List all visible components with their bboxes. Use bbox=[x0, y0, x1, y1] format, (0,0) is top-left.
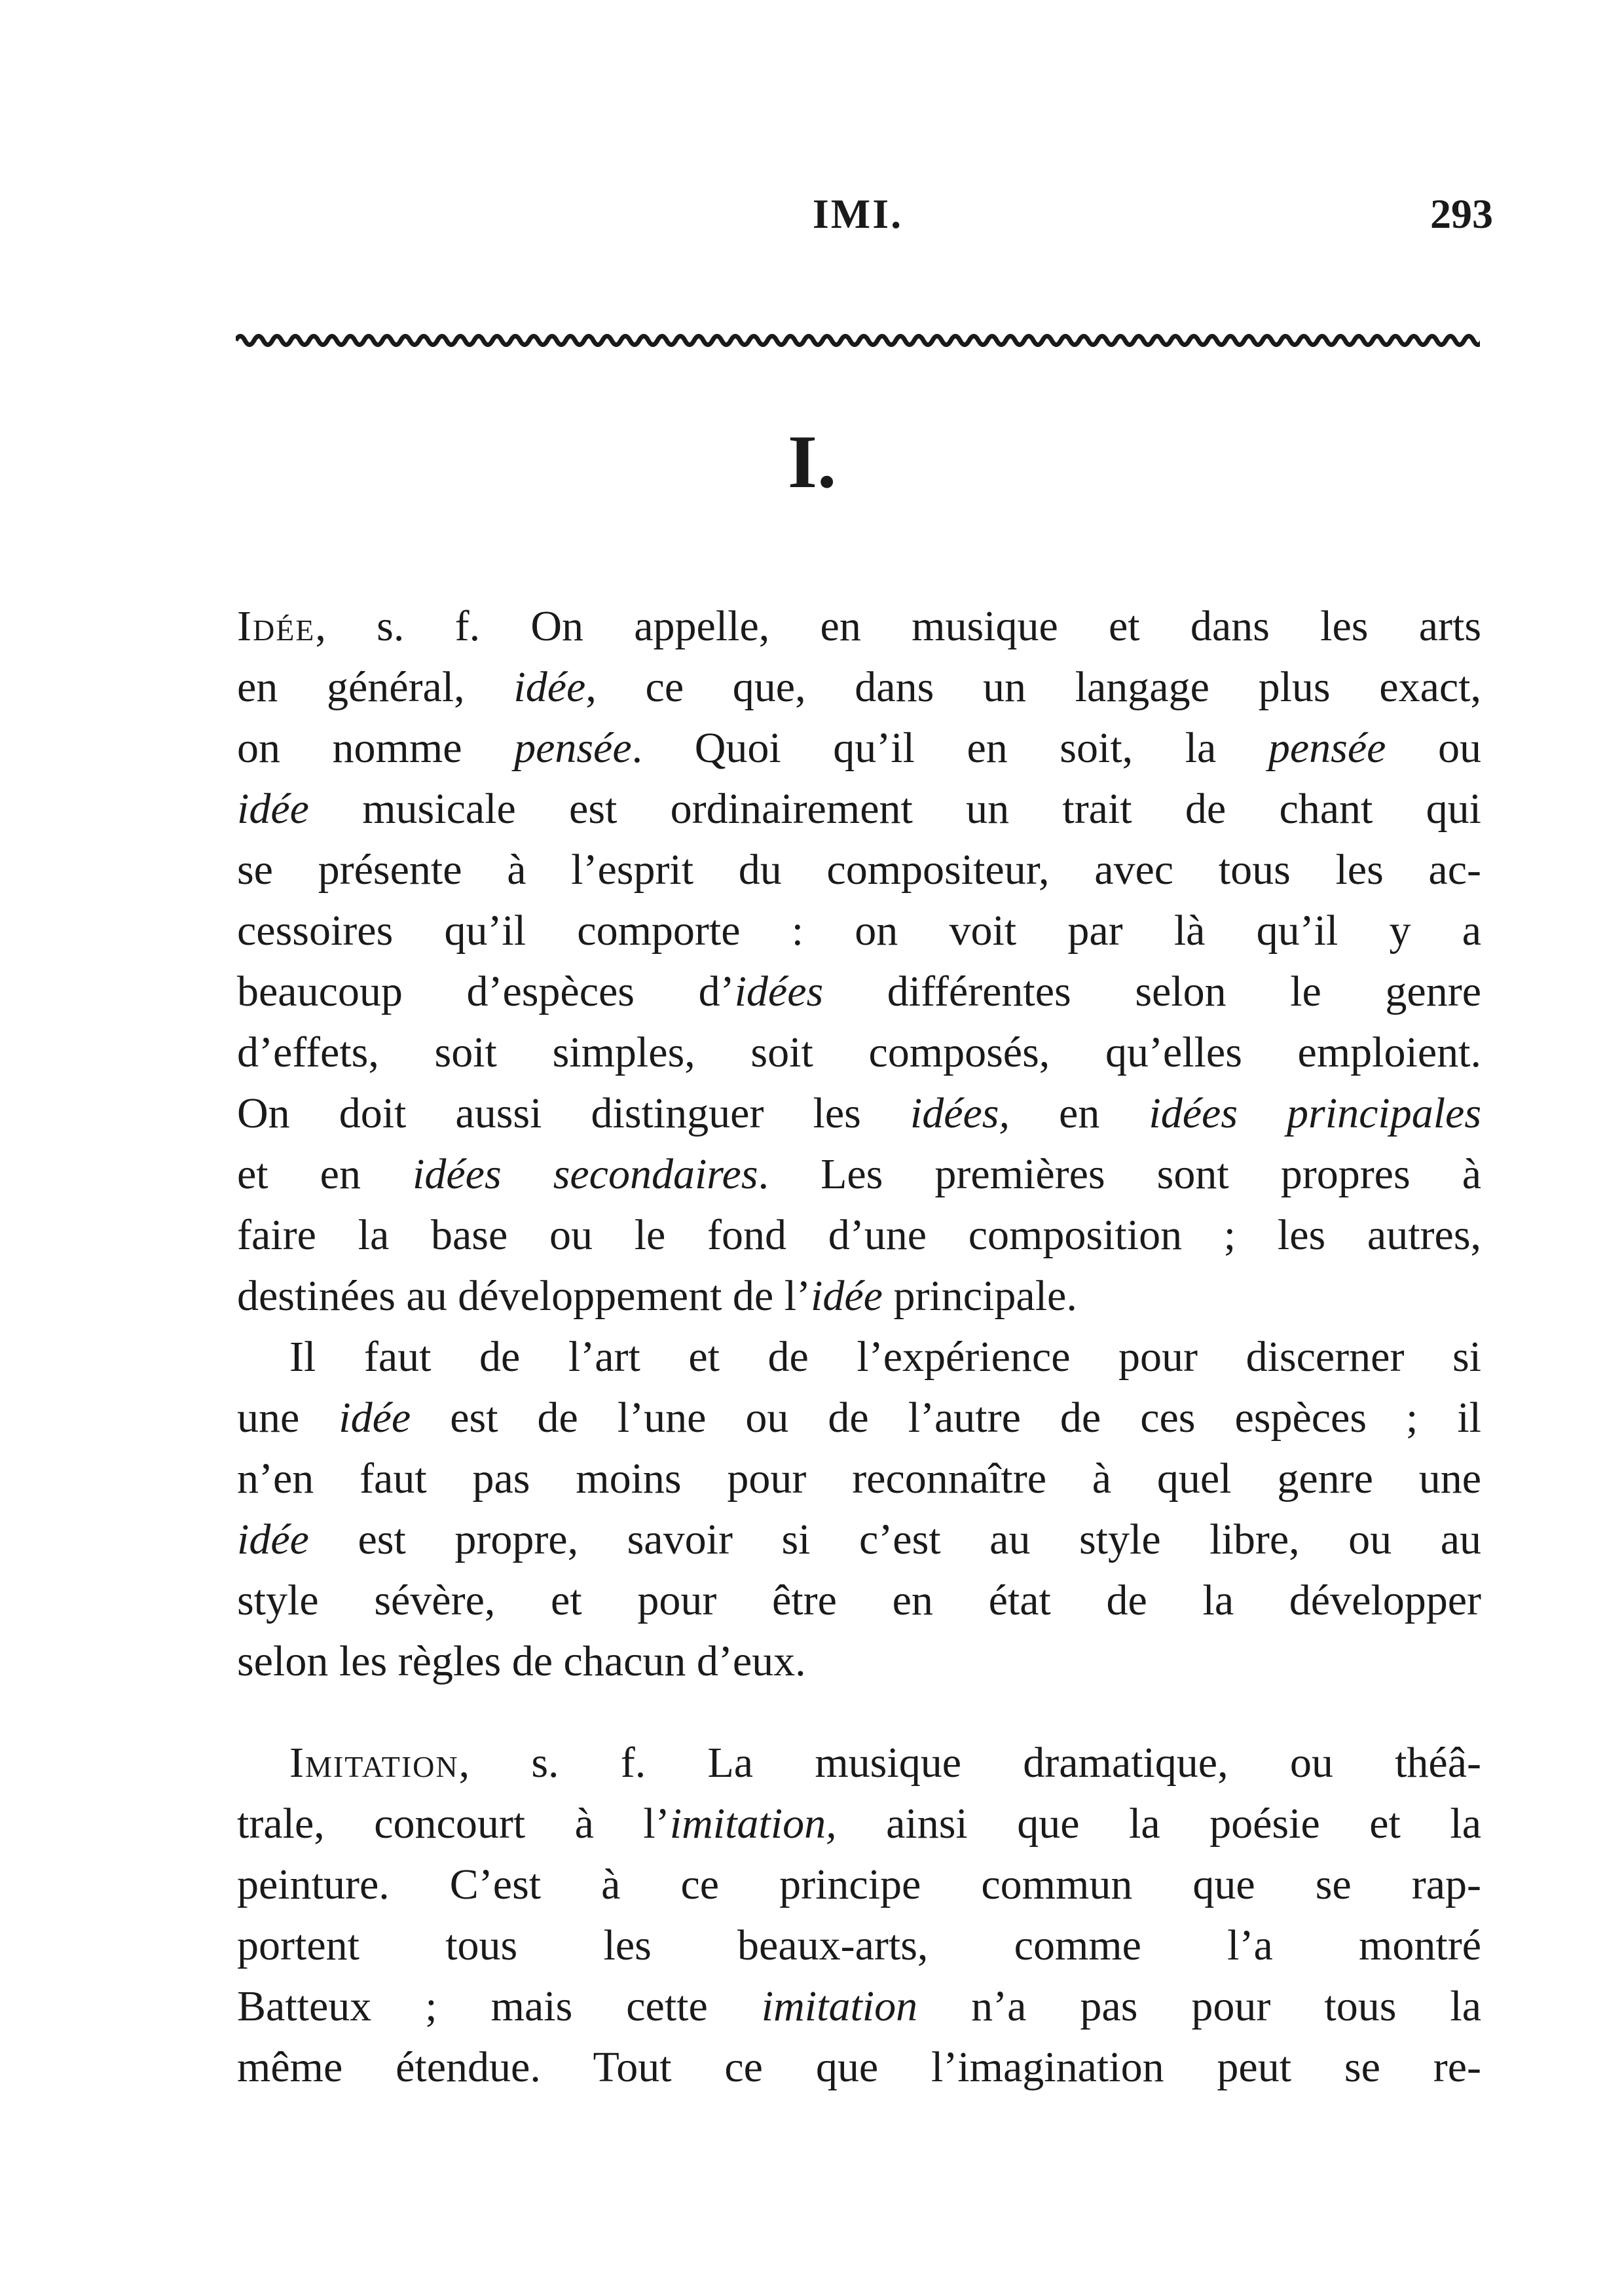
text-line bbox=[237, 1266, 1481, 1326]
paragraph bbox=[237, 1326, 1481, 1692]
text-run: est propre, savoir si c’est au style libre, ou au bbox=[308, 1516, 1481, 1563]
text-run: , s. f. La musique dramatique, ou théâ- bbox=[458, 1739, 1481, 1787]
text-run: . Les premières sont propres à bbox=[758, 1150, 1481, 1198]
text-run: en général, bbox=[237, 663, 514, 711]
headword: Idée bbox=[237, 602, 316, 650]
text-run: . Quoi qu’il en soit, la bbox=[631, 724, 1268, 772]
italic-term: pensée bbox=[514, 724, 632, 772]
section-letter: I. bbox=[787, 420, 837, 504]
running-head bbox=[236, 190, 1493, 242]
text-line bbox=[237, 1631, 1481, 1692]
text-run: selon les règles de chacun d’eux. bbox=[237, 1637, 806, 1685]
text-line bbox=[237, 1854, 1481, 1915]
text-run: on nomme bbox=[237, 724, 515, 772]
text-run: musicale est ordinairement un trait de chant qui bbox=[308, 785, 1481, 833]
text-run: Batteux ; mais cette bbox=[237, 1982, 762, 2030]
text-run: , s. f. On appelle, en musique et dans les arts bbox=[315, 602, 1481, 650]
text-run: n’en faut pas moins pour reconnaître à quel genre une bbox=[237, 1455, 1481, 1503]
headword: Imitation bbox=[289, 1739, 459, 1787]
text-run: est de l’une ou de l’autre de ces espèces ; il bbox=[411, 1394, 1482, 1442]
text-run: faire la base ou le fond d’une composition ; les autres, bbox=[237, 1211, 1481, 1259]
text-line bbox=[237, 1915, 1481, 1976]
text-run: trale, concourt à l’ bbox=[237, 1800, 670, 1848]
text-run: , ce que, dans un langage plus exact, bbox=[585, 663, 1481, 711]
text-body bbox=[237, 596, 1481, 2098]
italic-term: idées principales bbox=[1149, 1089, 1482, 1137]
ornament-rule bbox=[236, 331, 1480, 350]
text-run: beaucoup d’espèces d’ bbox=[237, 968, 735, 1015]
italic-term: idées bbox=[734, 968, 824, 1015]
paragraph-gap bbox=[237, 1692, 1481, 1732]
page-number: 293 bbox=[1430, 191, 1493, 237]
text-run: et en bbox=[237, 1150, 413, 1198]
text-run: ainsi que la poésie et la bbox=[836, 1800, 1481, 1848]
italic-term: idée bbox=[237, 785, 309, 833]
text-line bbox=[237, 778, 1481, 839]
italic-term: idées, bbox=[910, 1089, 1010, 1137]
text-run: différentes selon le genre bbox=[823, 968, 1482, 1015]
italic-term: imitation, bbox=[669, 1800, 837, 1848]
text-run: se présente à l’esprit du compositeur, avec tous les ac- bbox=[237, 846, 1481, 894]
entry-imitation bbox=[237, 1732, 1481, 2098]
text-run: Il faut de l’art et de l’expérience pour discerner si bbox=[289, 1333, 1481, 1381]
text-run: principale. bbox=[882, 1272, 1077, 1320]
text-line bbox=[237, 1205, 1481, 1266]
text-run: une bbox=[237, 1394, 339, 1442]
text-run: cessoires qu’il comporte : on voit par là qu’il y a bbox=[237, 907, 1481, 955]
text-line bbox=[237, 1387, 1481, 1448]
text-line bbox=[237, 900, 1481, 961]
text-run: style sévère, et pour être en état de la développer bbox=[237, 1576, 1481, 1624]
text-run: portent tous les beaux-arts, comme l’a montré bbox=[237, 1922, 1481, 1969]
text-run: destinées au développement de l’ bbox=[237, 1272, 811, 1320]
text-line bbox=[237, 1144, 1481, 1205]
text-line bbox=[237, 1570, 1481, 1631]
text-run: ou bbox=[1386, 724, 1482, 772]
text-run: même étendue. Tout ce que l’imagination peut se re- bbox=[237, 2043, 1481, 2091]
text-run: n’a pas pour tous la bbox=[917, 1982, 1481, 2030]
text-line bbox=[237, 1326, 1481, 1387]
text-line bbox=[237, 1976, 1481, 2037]
text-line bbox=[237, 2037, 1481, 2098]
text-line bbox=[237, 1083, 1481, 1144]
text-line bbox=[237, 1448, 1481, 1509]
entry-idee bbox=[237, 596, 1481, 1326]
text-line bbox=[237, 839, 1481, 900]
italic-term: idée bbox=[339, 1394, 411, 1442]
text-run: d’effets, soit simples, soit composés, qu’elles emploient. bbox=[237, 1029, 1481, 1076]
running-title: IMI. bbox=[812, 191, 904, 237]
text-line bbox=[237, 1509, 1481, 1570]
italic-term: idée bbox=[513, 663, 586, 711]
text-line bbox=[237, 1732, 1481, 1793]
text-run: peinture. C’est à ce principe commun que se rap- bbox=[237, 1861, 1481, 1908]
text-run: On doit aussi distinguer les bbox=[237, 1089, 910, 1137]
italic-term: idée bbox=[811, 1272, 883, 1320]
italic-term: idée bbox=[237, 1516, 309, 1563]
text-line bbox=[237, 718, 1481, 778]
italic-term: imitation bbox=[761, 1982, 918, 2030]
italic-term: pensée bbox=[1268, 724, 1386, 772]
text-line bbox=[237, 596, 1481, 657]
text-line bbox=[237, 961, 1481, 1022]
text-line bbox=[237, 1022, 1481, 1083]
text-run: en bbox=[1009, 1089, 1149, 1137]
text-line bbox=[237, 657, 1481, 718]
italic-term: idées secondaires bbox=[413, 1150, 758, 1198]
text-line bbox=[237, 1793, 1481, 1854]
